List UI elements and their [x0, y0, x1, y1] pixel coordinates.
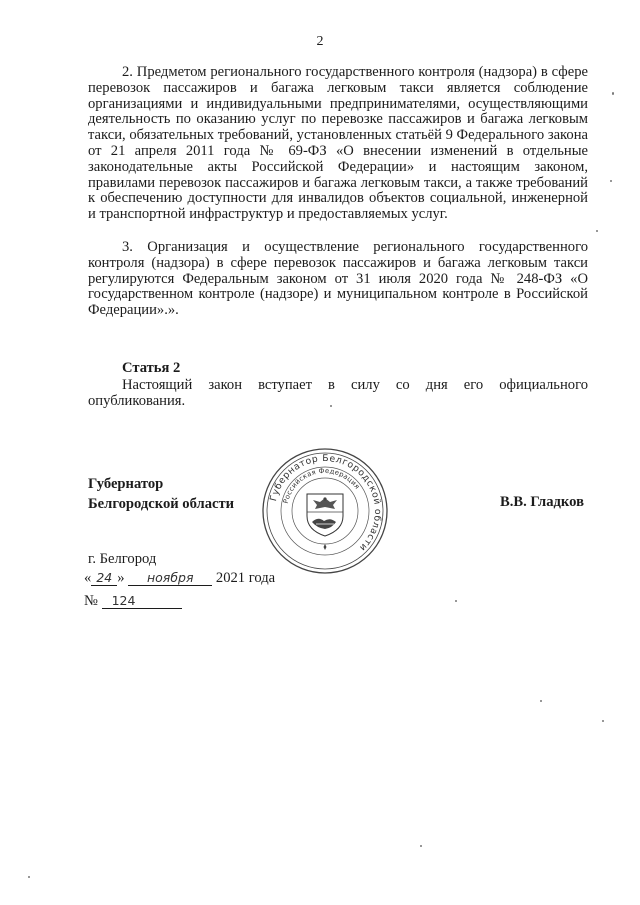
date-open-quote: « [84, 570, 92, 586]
scan-speck [540, 700, 542, 702]
paragraph-2-text: 2. Предметом регионального государственного контроля (надзора) в сфере перевозок пассажиров и багажа легковым такси является соблюдение организациями и индивидуальными предпринимателями, осуществляющими деятельность по оказанию услуг по перевозке пассажиров и багажа легковым такси, обязательных требований, установленных статьёй 9 Федерального закона от 21 апреля 2011 года № 69-ФЗ «О внесении изменений в отдельные законодательные акты Российской Федерации» и настоящим законом, правилами перевозок пассажиров и багажа легковым такси, а также требований к обеспечению доступности для инвалидов объектов социальной, инженерной и транспортной инфраструктур и предоставляемых услуг. [88, 64, 588, 223]
law-number-label: № [84, 593, 98, 609]
signer-position-line-2: Белгородской области [88, 496, 235, 512]
law-number [84, 593, 182, 610]
signing-place: г. Белгород [88, 551, 157, 567]
law-number-value: 124 [102, 593, 182, 609]
paragraph-3-text: 3. Организация и осуществление регионального государственного контроля (надзора) в сфере перевозок пассажиров и багажа легковым такси регулируются Федеральным законом от 31 июля 2020 года № 248-ФЗ «О государственном контроле (надзоре) и муниципальном контроле в Российской Федерации».». [88, 239, 588, 319]
date-year: 2021 года [215, 570, 276, 586]
seal-ring-text: Губернатор Белгородской области [268, 452, 384, 554]
signer-name: В.В. Гладков [500, 494, 584, 510]
scan-speck [612, 92, 614, 95]
article-2-title: Статья 2 [122, 360, 181, 376]
scan-speck [610, 180, 612, 182]
scan-speck [330, 405, 332, 407]
date-month: ноября [128, 570, 212, 586]
date-close-quote: » [117, 570, 125, 586]
article-2-text: Настоящий закон вступает в силу со дня его официального опубликования. [88, 377, 588, 409]
article-1-paragraph-3 [88, 240, 588, 319]
signing-date [84, 570, 275, 587]
signer-position-line-1: Губернатор [88, 476, 164, 492]
page-number: 2 [316, 34, 324, 49]
signer-position [88, 474, 234, 514]
scan-speck [420, 845, 422, 847]
seal-graphic [260, 446, 390, 576]
seal-inner-text: Российская Федерация [281, 466, 362, 505]
official-seal-stamp [260, 446, 390, 576]
date-day: 24 [91, 570, 117, 586]
scan-speck [455, 600, 457, 602]
coat-of-arms-icon [307, 494, 343, 536]
scan-speck [596, 230, 598, 232]
article-1-paragraph-2 [88, 65, 588, 223]
article-2-body [88, 378, 588, 410]
scan-speck [602, 720, 604, 722]
seal-star-icon [324, 544, 327, 550]
scan-speck [28, 876, 30, 878]
